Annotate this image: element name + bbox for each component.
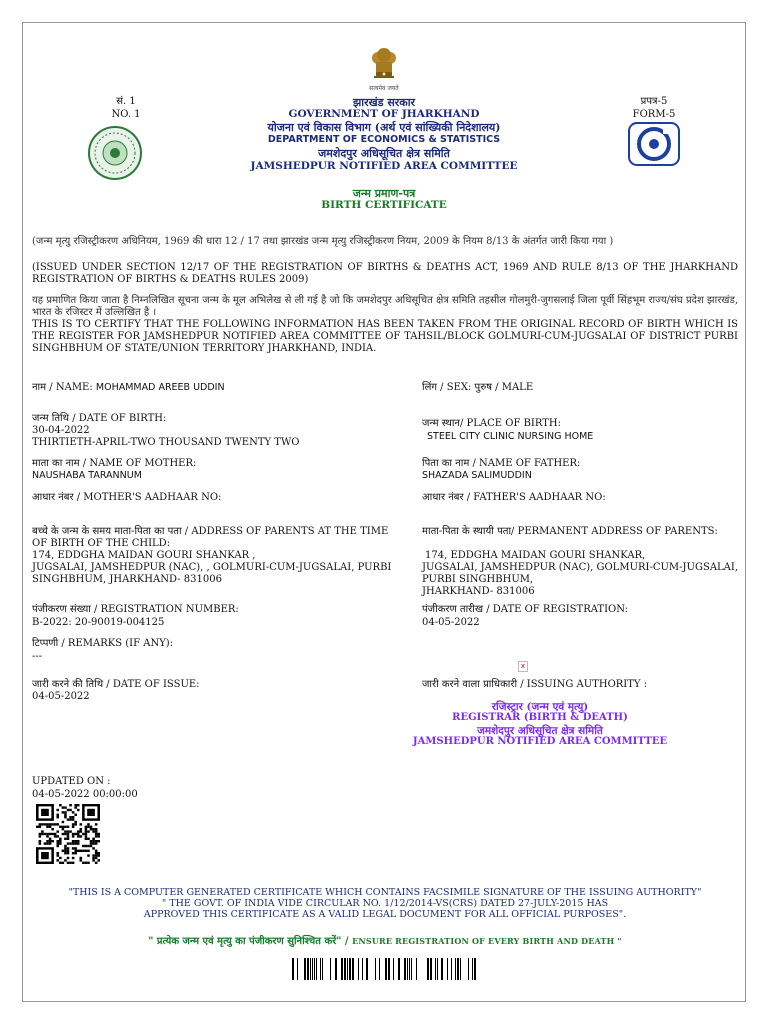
permanent-address-line1: 174, EDDGHA MAIDAN GOURI SHANKAR,	[425, 550, 646, 561]
certificate-title-hi: जन्म प्रमाण-पत्र	[352, 187, 416, 200]
registration-number-value: B-2022: 20-90019-004125	[32, 617, 165, 628]
father-label: पिता का नाम / NAME OF FATHER:	[422, 458, 581, 469]
serial-no-hi: सं. 1	[116, 96, 136, 107]
emblem-icon	[364, 42, 404, 82]
slogan-en: ENSURE REGISTRATION OF EVERY BIRTH AND DEATH "	[352, 936, 622, 946]
registration-date-value: 04-05-2022	[422, 617, 480, 628]
name-label: नाम / NAME:	[32, 382, 96, 393]
jharkhand-seal	[88, 126, 142, 180]
department-hi: योजना एवं विकास विभाग (अर्थ एवं सांख्यिकी निदेशालय)	[267, 121, 501, 134]
national-emblem	[364, 42, 404, 82]
slogan-hi: " प्रत्येक जन्म एवं मृत्यु का पंजीकरण सुनिश्चित करें" /	[148, 936, 349, 947]
sex-value: MALE	[501, 382, 534, 393]
issuing-authority-label: जारी करने वाला प्राधिकारी / ISSUING AUTHORITY :	[422, 679, 648, 690]
remarks-value: ---	[32, 651, 43, 662]
mother-label: माता का नाम / NAME OF MOTHER:	[32, 458, 197, 469]
updated-on-label: UPDATED ON :	[32, 776, 111, 787]
mother-aadhaar-label: आधार नंबर / MOTHER'S AADHAAR NO:	[32, 492, 222, 503]
state-title-hi: झारखंड सरकार	[352, 96, 416, 109]
committee-hi: जमशेदपुर अधिसूचित क्षेत्र समिति	[318, 147, 450, 160]
committee-en: JAMSHEDPUR NOTIFIED AREA COMMITTEE	[250, 160, 518, 172]
address-at-birth-line1: 174, EDDGHA MAIDAN GOURI SHANKAR ,	[32, 550, 256, 561]
state-title-en: GOVERNMENT OF JHARKHAND	[288, 108, 480, 120]
dob-value: 30-04-2022	[32, 425, 90, 436]
sex-label: लिंग / SEX: पुरुष /	[422, 382, 502, 393]
crs-logo-icon	[628, 122, 680, 166]
authority-committee-hi: जमशेदपुर अधिसूचित क्षेत्र समिति	[477, 725, 603, 737]
state-seal-icon	[88, 126, 142, 180]
sex-row	[422, 382, 742, 394]
signature-image-broken	[518, 661, 528, 672]
address-at-birth-line3: SINGHBHUM, JHARKHAND- 831006	[32, 574, 222, 585]
permanent-address-line3: PURBI SINGHBHUM,	[422, 574, 534, 585]
issue-date-value: 04-05-2022	[32, 691, 90, 702]
registrar-hi: रजिस्ट्रार (जन्म एवं मृत्यु)	[491, 701, 589, 713]
registration-number-label: पंजीकरण संख्या / REGISTRATION NUMBER:	[32, 604, 239, 615]
remarks-label: टिप्पणी / REMARKS (IF ANY):	[32, 638, 174, 649]
father-value: SHAZADA SALIMUDDIN	[422, 470, 532, 481]
pob-value: STEEL CITY CLINIC NURSING HOME	[427, 431, 594, 442]
father-aadhaar-label: आधार नंबर / FATHER'S AADHAAR NO:	[422, 492, 606, 503]
qr-code	[36, 804, 100, 864]
name-row	[32, 382, 392, 394]
form-no-hi: प्रपत्र-5	[640, 96, 668, 107]
dob-label: जन्म तिथि / DATE OF BIRTH:	[32, 413, 167, 424]
crs-logo	[628, 122, 680, 166]
registration-date-label: पंजीकरण तारीख / DATE OF REGISTRATION:	[422, 604, 628, 615]
mother-value: NAUSHABA TARANNUM	[32, 470, 142, 481]
issue-date-label: जारी करने की तिथि / DATE OF ISSUE:	[32, 679, 200, 690]
name-value: MOHAMMAD AREEB UDDIN	[95, 382, 225, 393]
permanent-address-line4: JHARKHAND- 831006	[422, 586, 535, 597]
barcode	[292, 958, 476, 980]
serial-no-en: NO. 1	[111, 109, 141, 120]
certificate-title-en: BIRTH CERTIFICATE	[321, 199, 447, 211]
emblem-motto: सत्यमेव जयते	[369, 85, 399, 92]
updated-on-value: 04-05-2022 00:00:00	[32, 789, 138, 800]
form-no-en: FORM-5	[632, 109, 676, 120]
signature-placeholder: x	[520, 662, 526, 670]
permanent-address-line2: JUGSALAI, JAMSHEDPUR (NAC), GOLMURI-CUM-JUGSALAI,	[422, 562, 739, 573]
certify-hi: यह प्रमाणित किया जाता है निम्नलिखित सूचना जन्म के मूल अभिलेख से ली गई है जो कि जमशेदपुर अधिसूचित क्षेत्र समिति तहसील गोलमुरी-जुगसलाई जिला पूर्वी सिंहभूम राज्य/संघ प्रदेश झारखंड, भारत के रजिस्टर में उल्लिखित है ।	[32, 295, 738, 318]
address-at-birth-label: बच्चे के जन्म के समय माता-पिता का पता / ADDRESS OF PARENTS AT THE TIME OF BIRTH OF THE CHILD:	[32, 526, 389, 549]
pob-label: जन्म स्थान/ PLACE OF BIRTH:	[422, 418, 561, 429]
dob-words: THIRTIETH-APRIL-TWO THOUSAND TWENTY TWO	[32, 437, 300, 448]
authority-committee-en: JAMSHEDPUR NOTIFIED AREA COMMITTEE	[412, 736, 668, 747]
issued-under-en: (ISSUED UNDER SECTION 12/17 OF THE REGISTRATION OF BIRTHS & DEATHS ACT, 1969 AND RULE 8/13 OF THE JHARKHAND REGISTRATION OF BIRTHS & DEATHS RULES 2009)	[32, 262, 738, 285]
issued-under-hi: (जन्म मृत्यु रजिस्ट्रीकरण अधिनियम, 1969 की धारा 12 / 17 तथा झारखंड जन्म मृत्यु रजिस्ट्रीकरण नियम, 2009 के नियम 8/13 के अंतर्गत जारी किया गया )	[32, 236, 614, 247]
circular-note-line2: APPROVED THIS CERTIFICATE AS A VALID LEGAL DOCUMENT FOR ALL OFFICIAL PURPOSES".	[143, 909, 627, 920]
computer-generated-note: "THIS IS A COMPUTER GENERATED CERTIFICATE WHICH CONTAINS FACSIMILE SIGNATURE OF THE ISSUING AUTHORITY"	[68, 887, 702, 898]
department-en: DEPARTMENT OF ECONOMICS & STATISTICS	[267, 134, 501, 145]
slogan	[32, 935, 738, 948]
qr-code-icon	[36, 804, 100, 864]
certify-en: THIS IS TO CERTIFY THAT THE FOLLOWING INFORMATION HAS BEEN TAKEN FROM THE ORIGINAL RECORD OF BIRTH WHICH IS THE REGISTER FOR JAMSHEDPUR NOTIFIED AREA COMMITTEE OF TAHSIL/BLOCK GOLMURI-CUM-JUGSALAI OF DISTRICT PURBI SINGHBHUM OF STATE/UNION TERRITORY JHARKHAND, INDIA.	[32, 319, 738, 354]
registrar-en: REGISTRAR (BIRTH & DEATH)	[452, 712, 628, 723]
permanent-address-label: माता-पिता के स्थायी पता/ PERMANENT ADDRESS OF PARENTS:	[422, 526, 718, 537]
barcode-icon	[292, 958, 476, 980]
address-at-birth-line2: JUGSALAI, JAMSHEDPUR (NAC), , GOLMURI-CUM-JUGSALAI, PURBI	[32, 562, 392, 573]
circular-note-line1: " THE GOVT. OF INDIA VIDE CIRCULAR NO. 1/12/2014-VS(CRS) DATED 27-JULY-2015 HAS	[161, 898, 609, 909]
